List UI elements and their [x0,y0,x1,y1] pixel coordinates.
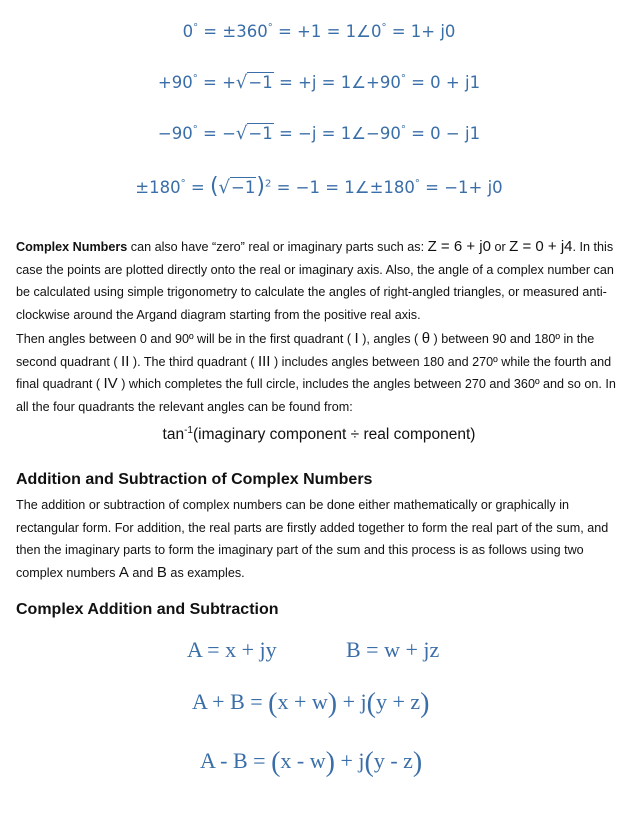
complex-numbers-term: Complex Numbers [16,240,128,254]
arctan-formula: $\tan^{-1}(imaginary$ component ÷ real component) [162,425,476,444]
equation-180-degrees: $\pm 180^\circ = (√-1)^2 = -1$ = 1∠±180° = −1+ j0 [135,174,503,199]
section-heading-complex-addition: Complex Addition and Subtraction [16,601,279,618]
equation-b-definition: B = w + jz [346,637,440,662]
quadrants-paragraph: Then angles between 0 and 90º will be in the first quadrant ( I ), angles ( θ ) between 90 and 180º in the second quadrant ( II ). The third quadrant ( III ) includes angles between 180 and 270º while the fourth and final quadrant ( IV ) which completes the full circle, includes the angles between 270 and 360º and so on. In all the four quadrants the relevant angles can be found from: [16,330,616,414]
addition-paragraph: The addition or subtraction of complex numbers can be done either mathematically or graphically in rectangular form. For addition, the real parts are firstly added together to form the real part of the sum, and then the imaginary parts to form the imaginary part of the sum and this process is as follows using two complex numbers A and B as examples. [16,498,609,581]
equation-minus-90-degrees: −90° = −√−1 = −j = 1∠−90° = 0 − j1 [157,123,481,144]
section-heading-addition-subtraction: Addition and Subtraction of Complex Numbers [16,471,373,488]
equation-zero-degrees: 0° = ±360° = +1 = 1∠0° = 1+ j0 [182,22,456,41]
equation-a-definition: A = x + jy [187,637,277,662]
complex-numbers-paragraph: Complex Numbers can also have “zero” real or imaginary parts such as: Z = 6 + j0 or Z = 0 + j4. In this case the points are plotted directly onto the real or imaginary axis. Also, the angle of a complex number can be calculated using simple trigonometry to calculate the angles of right-angled triangles, or measured anti-clockwise around the Argand diagram starting from the positive real axis. [16,238,614,322]
equation-sum: A + B = (x + w) + j(y + z) [192,688,430,719]
equation-difference: A - B = (x - w) + j(y - z) [200,747,423,778]
equation-plus-90-degrees: +90° = +√−1 = +j = 1∠+90° = 0 + j1 [157,72,481,93]
